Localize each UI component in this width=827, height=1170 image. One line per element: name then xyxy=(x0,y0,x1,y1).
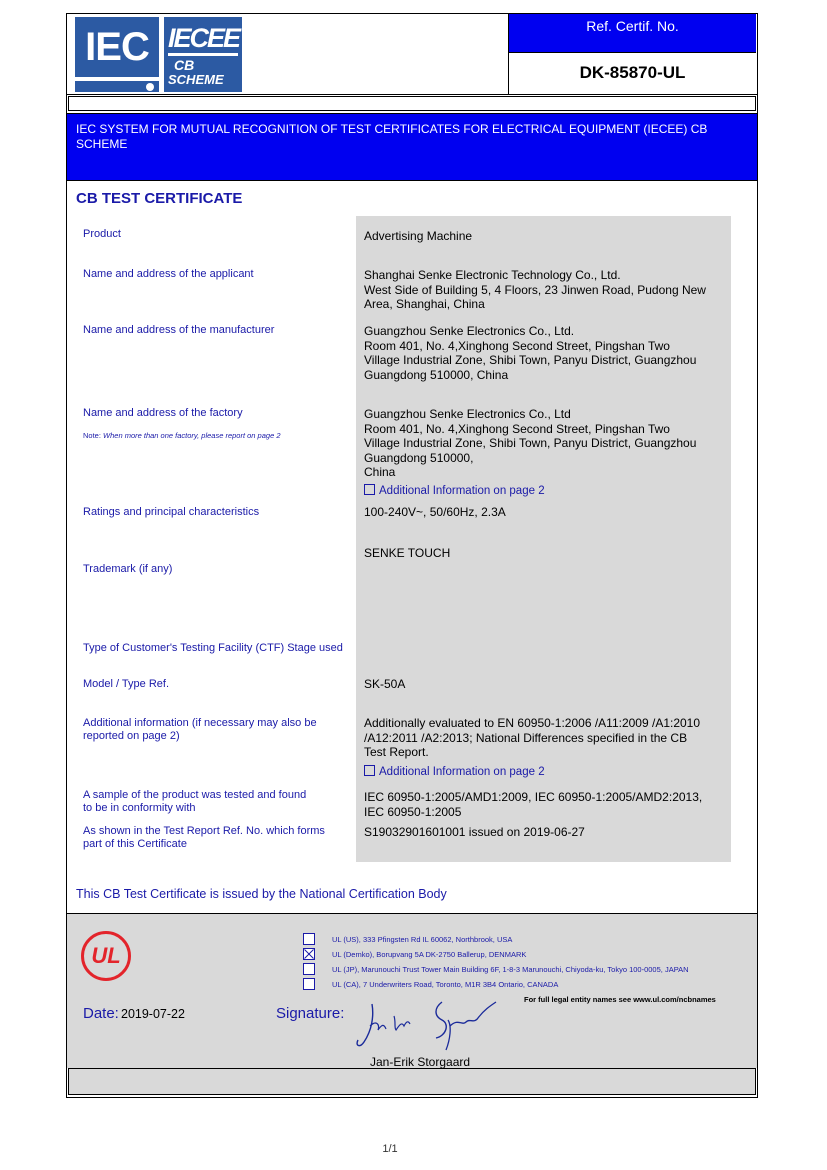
model-label: Model / Type Ref. xyxy=(83,678,170,690)
registered-icon xyxy=(146,83,154,91)
ctf-label: Type of Customer's Testing Facility (CTF) Stage used xyxy=(83,642,343,654)
applicant-value: Shanghai Senke Electronic Technology Co., Ltd. West Side of Building 5, 4 Floors, 23 Jinwen Road, Pudong New Area, Shanghai, China xyxy=(364,268,706,312)
scheme-logo-text: SCHEME xyxy=(168,72,224,87)
trademark-value: SENKE TOUCH xyxy=(364,546,451,560)
banner-text: IEC SYSTEM FOR MUTUAL RECOGNITION OF TEST CERTIFICATES FOR ELECTRICAL EQUIPMENT (IECEE) CB SCHEME xyxy=(76,122,708,151)
report-label: As shown in the Test Report Ref. No. which forms part of this Certificate xyxy=(83,825,325,850)
additional-additional-info: Additional Information on page 2 xyxy=(364,762,545,780)
product-label: Product xyxy=(83,228,121,240)
report-value: S19032901601001 issued on 2019-06-27 xyxy=(364,825,585,839)
ncb-entity-checkbox[interactable] xyxy=(303,978,315,990)
ncb-entity-checkbox[interactable] xyxy=(303,933,315,945)
ncb-entity-row: UL (JP), Marunouchi Trust Tower Main Building 6F, 1-8-3 Marunouchi, Chiyoda-ku, Tokyo 100-0005, JAPAN xyxy=(303,962,748,977)
iec-logo-text: IEC xyxy=(85,25,149,69)
trademark-label: Trademark (if any) xyxy=(83,563,173,575)
ncb-entity-row: UL (CA), 7 Underwriters Road, Toronto, M1R 3B4 Ontario, CANADA xyxy=(303,977,748,992)
ncb-entity-checkbox[interactable] xyxy=(303,963,315,975)
factory-label: Name and address of the factory xyxy=(83,407,243,419)
cb-logo-text: CB xyxy=(174,57,195,73)
iecee-logo-text: IECEE xyxy=(168,23,240,53)
additional-info-checkbox[interactable] xyxy=(364,765,375,776)
ref-number-box xyxy=(509,52,756,94)
iec-logo xyxy=(75,17,159,92)
factory-additional-checkbox[interactable] xyxy=(364,484,375,495)
applicant-label: Name and address of the applicant xyxy=(83,268,254,280)
ncb-entity-list xyxy=(303,932,748,992)
ratings-value: 100-240V~, 50/60Hz, 2.3A xyxy=(364,505,506,519)
ncb-entity-checkbox-checked[interactable] xyxy=(303,948,315,960)
ul-logo-icon xyxy=(81,931,131,981)
date-value: 2019-07-22 xyxy=(121,1007,185,1021)
page-number: 1/1 xyxy=(382,1143,398,1155)
header-bottom-line xyxy=(66,94,758,95)
factory-note: Note: When more than one factory, please report on page 2 xyxy=(83,431,281,440)
certificate-title: CB TEST CERTIFICATE xyxy=(76,190,243,207)
issued-by-text: This CB Test Certificate is issued by the National Certification Body xyxy=(76,887,447,901)
manufacturer-label: Name and address of the manufacturer xyxy=(83,324,275,336)
factory-value: Guangzhou Senke Electronics Co., Ltd Room 401, No. 4,Xinghong Second Street, Pingshan Two Village Industrial Zone, Shibi Town, Panyu District, Guangzhou Guangdong 510000, China xyxy=(364,407,697,480)
date-label: Date: xyxy=(83,1005,119,1022)
signatory-name: Jan-Erik Storgaard xyxy=(370,1055,471,1069)
sample-value: IEC 60950-1:2005/AMD1:2009, IEC 60950-1:2005/AMD2:2013, IEC 60950-1:2005 xyxy=(364,790,703,819)
ncb-entity-row: UL (US), 333 Pfingsten Rd IL 60062, Northbrook, USA xyxy=(303,932,748,947)
logo-area xyxy=(67,14,508,94)
handwritten-signature xyxy=(350,996,500,1054)
ul-logo-text: UL xyxy=(91,943,121,968)
iecee-banner xyxy=(67,114,757,180)
additional-label: Additional information (if necessary may also be reported on page 2) xyxy=(83,717,317,742)
model-value: SK-50A xyxy=(364,677,406,691)
spacer-row xyxy=(68,96,756,111)
additional-value: Additionally evaluated to EN 60950-1:2006 /A11:2009 /A1:2010 /A12:2011 /A2:2013; National Differences specified in the CB Test Report. xyxy=(364,716,701,760)
factory-additional-info: Additional Information on page 2 xyxy=(364,481,545,499)
ref-label-box xyxy=(509,14,756,52)
sample-label: A sample of the product was tested and found to be in conformity with xyxy=(83,789,307,814)
ratings-label: Ratings and principal characteristics xyxy=(83,506,260,518)
ncb-bottom-row xyxy=(68,1068,756,1095)
signature-label: Signature: xyxy=(276,1005,345,1022)
banner-bottom-line xyxy=(66,180,758,181)
legal-note: For full legal entity names see www.ul.com/ncbnames xyxy=(524,995,716,1004)
manufacturer-value: Guangzhou Senke Electronics Co., Ltd. Room 401, No. 4,Xinghong Second Street, Pingshan Two Village Industrial Zone, Shibi Town, Panyu District, Guangzhou Guangdong 510000, China xyxy=(364,324,697,382)
product-value: Advertising Machine xyxy=(364,229,473,243)
ref-number: DK-85870-UL xyxy=(579,63,686,82)
ref-label: Ref. Certif. No. xyxy=(586,18,679,34)
ncb-entity-row: UL (Demko), Borupvang 5A DK-2750 Ballerup, DENMARK xyxy=(303,947,748,962)
iecee-cb-logo xyxy=(164,17,242,92)
